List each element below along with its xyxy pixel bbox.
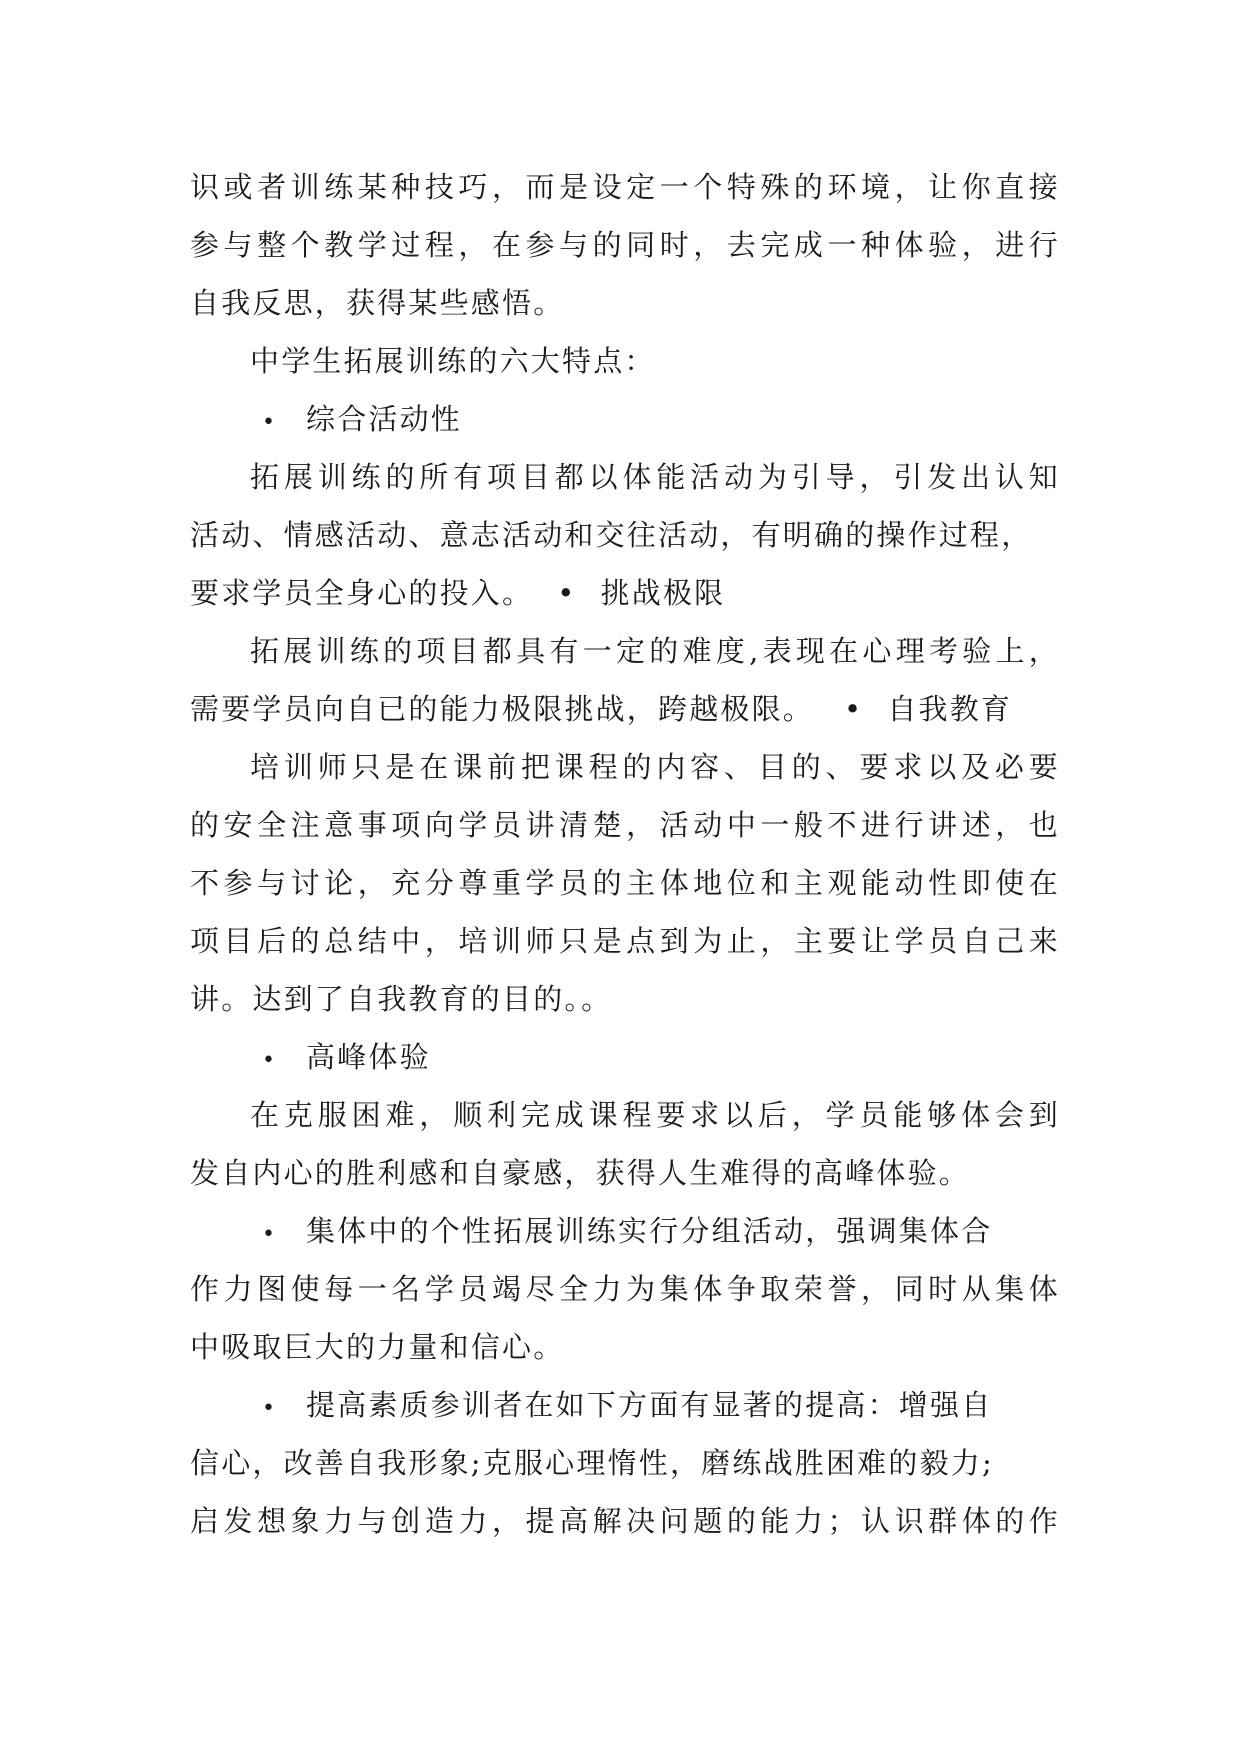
line-text: 信心，改善自我形象;克服心理惰性，磨练战胜困难的毅力; xyxy=(190,1446,994,1480)
document-body xyxy=(190,158,1060,1550)
bullet-paragraph-line xyxy=(190,1202,1060,1260)
bullet-heading: 自我教育 xyxy=(887,692,1013,726)
bullet-icon: • xyxy=(262,410,278,435)
line-text: 集体中的个性拓展训练实行分组活动，强调集体合 xyxy=(306,1214,993,1248)
paragraph-line xyxy=(190,680,1060,738)
line-text: 讲。达到了自我教育的目的。。 xyxy=(190,982,613,1016)
line-text: 作力图使每一名学员竭尽全力为集体争取荣誉，同时从集体 xyxy=(190,1272,1060,1306)
paragraph-line xyxy=(190,1318,1060,1376)
bullet-icon: • xyxy=(262,1396,278,1421)
line-text: 拓展训练的项目都具有一定的难度,表现在心理考验上， xyxy=(250,634,1060,668)
line-text: 发自内心的胜利感和自豪感，获得人生难得的高峰体验。 xyxy=(190,1156,971,1190)
paragraph-line xyxy=(190,564,1060,622)
paragraph-line xyxy=(190,912,1060,970)
line-text: 中学生拓展训练的六大特点： xyxy=(250,344,656,378)
line-text: 提高素质参训者在如下方面有显著的提高：增强自 xyxy=(306,1388,993,1422)
line-text: 需要学员向自已的能力极限挑战，跨越极限。 xyxy=(190,692,815,726)
paragraph-line xyxy=(190,1144,1060,1202)
paragraph-line xyxy=(190,738,1060,796)
paragraph-line xyxy=(190,796,1060,854)
paragraph-line xyxy=(190,274,1060,332)
line-text: 启发想象力与创造力，提高解决问题的能力；认识群体的作 xyxy=(190,1504,1060,1538)
bullet-icon: • xyxy=(262,1222,278,1247)
line-text: 项目后的总结中，培训师只是点到为止，主要让学员自己来 xyxy=(190,924,1060,958)
bullet-heading xyxy=(190,1028,1060,1086)
line-text: 自我反思，获得某些感悟。 xyxy=(190,286,565,320)
line-text: 不参与讨论，充分尊重学员的主体地位和主观能动性即使在 xyxy=(190,866,1060,900)
line-text: 活动、情感活动、意志活动和交往活动，有明确的操作过程， xyxy=(190,518,1033,552)
paragraph-line xyxy=(190,622,1060,680)
paragraph-line xyxy=(190,1086,1060,1144)
paragraph-line xyxy=(190,1492,1060,1550)
line-text: 在克服困难，顺利完成课程要求以后，学员能够体会到 xyxy=(250,1098,1060,1132)
paragraph-line xyxy=(190,448,1060,506)
paragraph-line xyxy=(190,216,1060,274)
line-text: 高峰体验 xyxy=(306,1040,431,1074)
paragraph-line xyxy=(190,854,1060,912)
bullet-heading: 挑战极限 xyxy=(600,576,726,610)
bullet-heading xyxy=(190,390,1060,448)
line-text: 培训师只是在课前把课程的内容、目的、要求以及必要 xyxy=(250,750,1060,784)
line-text: 参与整个教学过程，在参与的同时，去完成一种体验，进行 xyxy=(190,228,1060,262)
line-text: 要求学员全身心的投入。 xyxy=(190,576,534,610)
bullet-icon: • xyxy=(262,1048,278,1073)
line-text: 拓展训练的所有项目都以体能活动为引导，引发出认知 xyxy=(250,460,1060,494)
line-text: 的安全注意事项向学员讲清楚，活动中一般不进行讲述，也 xyxy=(190,808,1060,842)
bullet-paragraph-line xyxy=(190,1376,1060,1434)
bullet-icon: • xyxy=(844,692,864,726)
line-text: 中吸取巨大的力量和信心。 xyxy=(190,1330,565,1364)
bullet-icon: • xyxy=(557,576,577,610)
paragraph-line xyxy=(190,506,1060,564)
paragraph-line xyxy=(190,158,1060,216)
line-text: 综合活动性 xyxy=(306,402,463,436)
section-heading xyxy=(190,332,1060,390)
paragraph-line xyxy=(190,1260,1060,1318)
line-text: 识或者训练某种技巧，而是设定一个特殊的环境，让你直接 xyxy=(190,170,1060,204)
paragraph-line xyxy=(190,970,1060,1028)
paragraph-line xyxy=(190,1434,1060,1492)
